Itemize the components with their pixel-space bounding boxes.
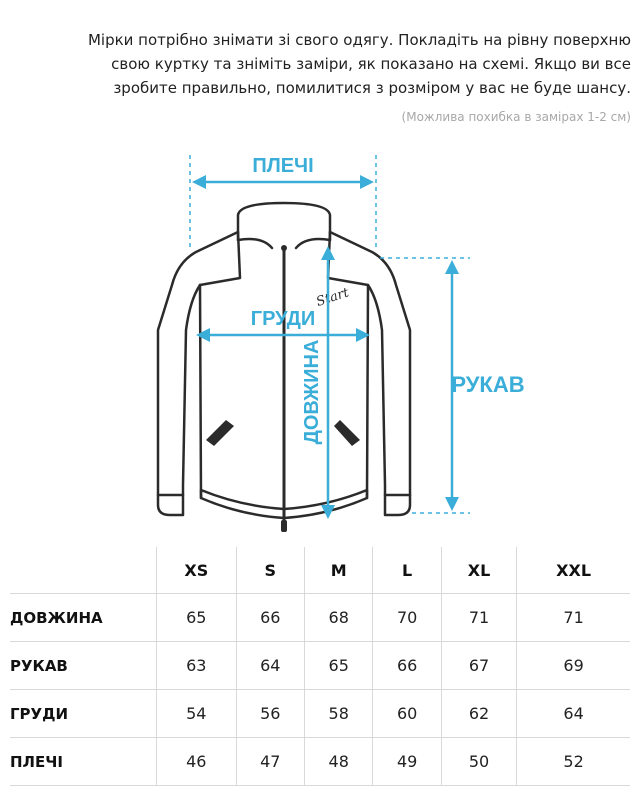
- shoulders-label: ПЛЕЧІ: [252, 155, 314, 177]
- table-cell: 68: [305, 594, 373, 642]
- size-header-xxl: XXL: [517, 547, 630, 594]
- intro-line-3: зробите правильно, помилитися з розміром у вас не буде шансу.: [113, 79, 631, 97]
- shoulders-arrow-right-head: [360, 175, 374, 189]
- zipper-pull-top: [281, 245, 287, 251]
- size-header-xl: XL: [441, 547, 516, 594]
- chest-label: ГРУДИ: [250, 308, 316, 330]
- measurement-guides: [190, 155, 470, 519]
- table-cell: 70: [373, 594, 441, 642]
- size-chart-table: [10, 547, 630, 786]
- zipper-pull-bottom: [281, 520, 287, 532]
- jacket-illustration: [158, 203, 410, 530]
- length-label: ДОВЖИНА: [301, 339, 323, 445]
- table-cell: 48: [305, 738, 373, 786]
- size-header-xs: XS: [157, 547, 237, 594]
- sleeve-arrow-top-head: [445, 260, 459, 274]
- table-cell: 60: [373, 690, 441, 738]
- sleeve-label: РУКАВ: [451, 372, 525, 397]
- row-label-length: ДОВЖИНА: [10, 594, 157, 642]
- table-cell: 52: [517, 738, 630, 786]
- sleeve-arrow-bottom-head: [445, 497, 459, 511]
- jacket-measurement-diagram: [0, 140, 641, 540]
- table-cell: 71: [441, 594, 516, 642]
- table-row: [10, 594, 630, 642]
- row-label-chest: ГРУДИ: [10, 690, 157, 738]
- intro-text: [31, 28, 631, 100]
- jacket-logo: Start: [314, 285, 351, 310]
- table-cell: 63: [157, 642, 237, 690]
- table-row: [10, 642, 630, 690]
- table-cell: 62: [441, 690, 516, 738]
- measurement-note: (Можлива похибка в замірах 1-2 см): [401, 110, 631, 124]
- table-row: [10, 690, 630, 738]
- table-cell: 49: [373, 738, 441, 786]
- table-cell: 65: [157, 594, 237, 642]
- table-cell: 47: [236, 738, 304, 786]
- jacket-pocket-left: [206, 420, 234, 446]
- table-cell: 58: [305, 690, 373, 738]
- intro-line-1: Мірки потрібно знімати зі свого одягу. Покладіть на рівну поверхню: [87, 31, 631, 49]
- table-cell: 50: [441, 738, 516, 786]
- table-cell: 56: [236, 690, 304, 738]
- length-arrow-top-head: [321, 246, 335, 260]
- shoulders-arrow-left-head: [192, 175, 206, 189]
- size-header-row: [10, 547, 630, 594]
- row-label-sleeve: РУКАВ: [10, 642, 157, 690]
- table-cell: 69: [517, 642, 630, 690]
- table-cell: 67: [441, 642, 516, 690]
- row-label-shoulders: ПЛЕЧІ: [10, 738, 157, 786]
- table-cell: 54: [157, 690, 237, 738]
- table-cell: 65: [305, 642, 373, 690]
- table-cell: 66: [236, 594, 304, 642]
- table-row: [10, 738, 630, 786]
- table-cell: 64: [236, 642, 304, 690]
- size-header-m: M: [305, 547, 373, 594]
- size-header-corner: [10, 547, 157, 594]
- jacket-collar: [238, 203, 330, 240]
- size-header-s: S: [236, 547, 304, 594]
- chest-arrow-left-head: [196, 328, 210, 342]
- table-cell: 66: [373, 642, 441, 690]
- intro-line-2: свою куртку та зніміть заміри, як показано на схемі. Якщо ви все: [111, 55, 631, 73]
- table-cell: 64: [517, 690, 630, 738]
- jacket-pocket-right: [334, 420, 360, 446]
- table-cell: 46: [157, 738, 237, 786]
- size-header-l: L: [373, 547, 441, 594]
- table-cell: 71: [517, 594, 630, 642]
